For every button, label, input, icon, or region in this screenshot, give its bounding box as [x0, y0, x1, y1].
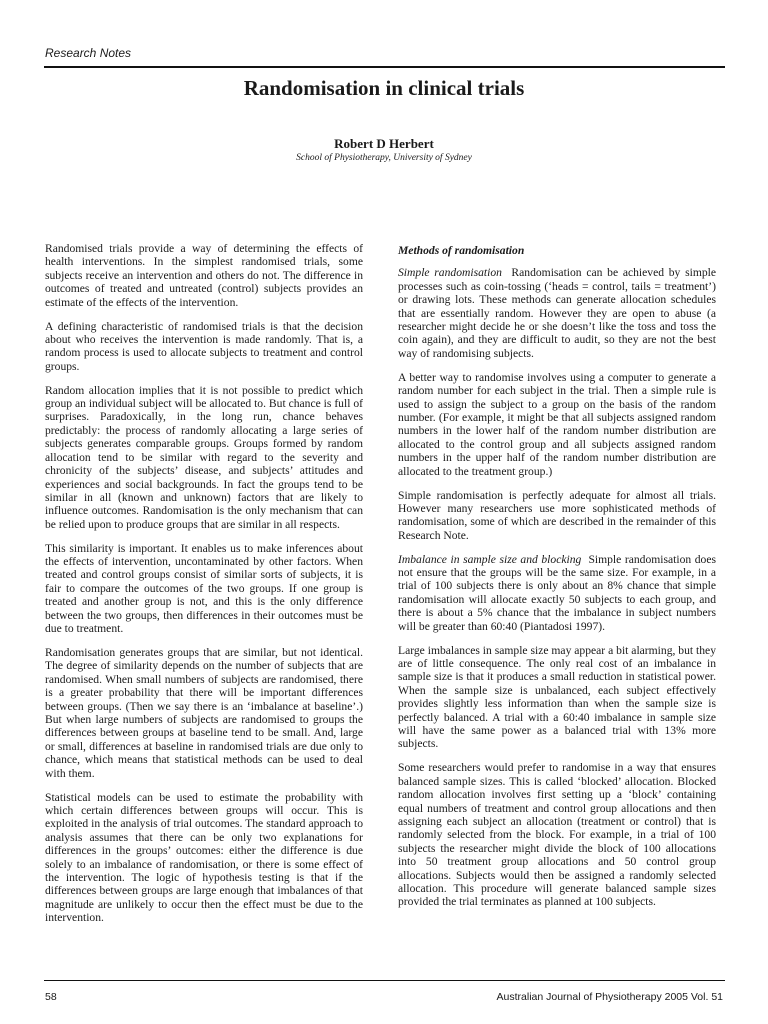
right-column — [398, 242, 716, 919]
paragraph: Randomised trials provide a way of determining the effects of health interventions. In the simplest randomised trials, some subjects receive an intervention and others do not. The difference in outcomes of treated and untreated (control) subjects provides an estimate of the effects of the intervention. — [45, 242, 363, 309]
left-column — [45, 242, 363, 935]
subheading-simple-randomisation: Simple randomisation — [398, 266, 502, 280]
paragraph-text: Randomisation can be achieved by simple processes such as coin-tossing (‘heads = control, tails = treatment’) or drawing lots. These methods can generate allocation schedules that are essentially random. However they are open to abuse (a researcher might decide he or she doesn’t like the toss and toss the coin again), and they are difficult to audit, so they are not the best way of randomising subjects. — [398, 266, 717, 360]
paragraph: A defining characteristic of randomised trials is that the decision about who receives the intervention is made randomly. That is, a random process is used to allocate subjects to treatment and control groups. — [45, 319, 363, 373]
subheading-imbalance-blocking: Imbalance in sample size and blocking — [398, 552, 582, 566]
paragraph-text: Simple randomisation does not ensure that the groups will be the same size. For example, in a trial of 100 subjects there is only about an 8% chance that simple randomisation will allocate exactly 50 subjects to each group, and there is about a 5% chance that the imbalance in subject numbers will be greater than 60:40 (Piantadosi 1997). — [398, 552, 716, 633]
paragraph: Some researchers would prefer to randomise in a way that ensures balanced sample sizes. This is called ‘blocked’ allocation. Blocked random allocation involves first setting up a ‘block’ containing equal numbers of treatment and control group allocations and then assigning each subject an allocation (treatment or control) that is randomly selected from the block. For example, in a trial of 100 subjects the researcher might divide the block of 100 allocations into 50 treatment group allocations and 50 control group allocations. Subjects would then be assigned a randomly selected allocation. This procedure will generate balanced sample sizes provided the trial terminates as planned at 100 subjects. — [398, 761, 716, 909]
author-affiliation: School of Physiotherapy, University of Sydney — [296, 153, 472, 163]
author-name: Robert D Herbert — [334, 136, 434, 151]
paragraph: Statistical models can be used to estimate the probability with which certain differences between groups will occur. This is exploited in the analysis of trial outcomes. The standard approach to analysis assumes that there can be only two explanations for differences in the groups’ outcomes: either the difference is due solely to an imbalance of randomisation, or there is some effect of the intervention. The logic of hypothesis testing is that if the differences between groups are large enough that imbalances of that magnitude are unlikely to occur then the effect must be due to the intervention. — [45, 790, 363, 925]
page-number: 58 — [45, 991, 57, 1003]
journal-citation: Australian Journal of Physiotherapy 2005 Vol. 51 — [496, 991, 723, 1003]
paragraph: Random allocation implies that it is not possible to predict which group an individual subject will be allocated to. But chance is full of surprises. Paradoxically, in the long run, chance behaves predictably: the process of randomly allocating a large series of subjects generates comparable groups. Groups formed by random allocation tend to be similar with regard to the severity and chronicity of the subjects’ disease, and subjects’ attitudes and experiences and social backgrounds. In fact the groups tend to be similar in all (known and unknown) factors that are likely to influence outcomes. Randomisation is the only mechanism that can be relied upon to produce groups that are similar in all respects. — [45, 383, 363, 531]
paragraph — [398, 266, 716, 360]
paragraph: This similarity is important. It enables us to make inferences about the effects of intervention, uncontaminated by other factors. When treated and control groups consist of similar sorts of subjects, it is fair to compare the outcomes of the two groups. If one group is treated and another group is not, and this is the only difference between the two groups, then differences in their outcomes must be due to treatment. — [45, 541, 363, 636]
paragraph: A better way to randomise involves using a computer to generate a random number for each subject in the trial. Then a simple rule is used to assign the subject to a group on the basis of the random number. (For example, it might be that all subjects assigned random numbers in the lower half of the random number distribution are allocated to the control group and all subjects assigned random numbers in the upper half of the random number distribution are allocated to the treatment group.) — [398, 370, 716, 478]
section-label: Research Notes — [45, 46, 132, 60]
bottom-rule — [44, 980, 725, 981]
top-rule — [44, 66, 725, 68]
paragraph: Randomisation generates groups that are similar, but not identical. The degree of similarity depends on the number of subjects that are randomised. When small numbers of subjects are randomised, there is a greater probability that there will be important differences between groups. (Then we say there is an ‘imbalance at baseline’.) But when large numbers of subjects are randomised to groups the differences between groups at baseline tend to be small. And, large or small, differences at baseline in randomised trials are due only to chance, which means that statistical methods can be used to deal with them. — [45, 645, 363, 780]
article-title: Randomisation in clinical trials — [243, 76, 525, 100]
section-heading: Methods of randomisation — [398, 244, 525, 257]
paragraph — [398, 553, 716, 633]
paragraph: Simple randomisation is perfectly adequate for almost all trials. However many researchers use more sophisticated methods of randomisation, some of which are described in the remainder of this Research Note. — [398, 488, 716, 542]
paragraph: Large imbalances in sample size may appear a bit alarming, but they are of little consequence. The only real cost of an imbalance in sample size is that it produces a small reduction in statistical power. When the sample size is unbalanced, each subject effectively provides slightly less information than when the sample size is perfectly balanced. A trial with a 60:40 imbalance in sample size will have the same power as a balanced trial with 13% more subjects. — [398, 643, 716, 751]
